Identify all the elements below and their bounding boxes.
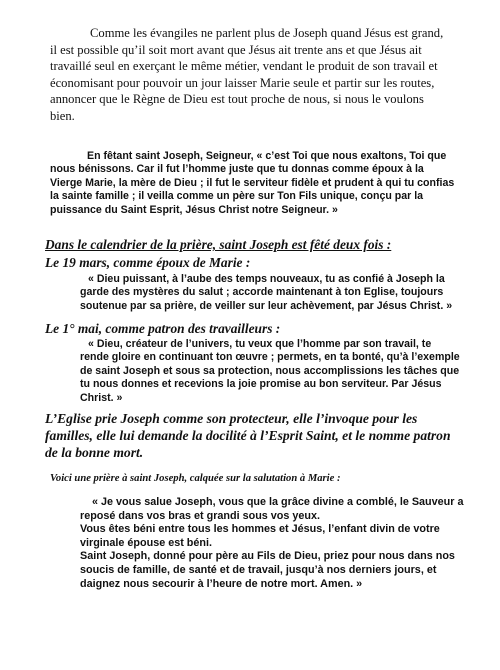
feast-march-prayer: « Dieu puissant, à l’aube des temps nouveaux, tu as confié à Joseph la garde des mystères du salut ; accorde maintenant à ton Eglise, toujours soutenue par sa prière, de veiller sur leur achèvement, par Jésus Christ. »: [80, 273, 453, 312]
intro-paragraph: Comme les évangiles ne parlent plus de Joseph quand Jésus est grand, il est possible qu’il soit mort avant que Jésus ait trente ans et que Jésus ait travaillé seul en exerçant le même métier, vendant le produit de son travail et économisant pour pouvoir un jour laisser Marie seule et partir sur les routes, annoncer que le Règne de Dieu est tout proche de nous, si nous le voulons bien.: [50, 26, 444, 123]
feast-march-title: Le 19 mars, comme époux de Marie :: [45, 255, 251, 270]
feast-may-prayer: « Dieu, créateur de l’univers, tu veux que l’homme par son travail, te rende gloire en continuant ton œuvre ; permets, en ta bonté, qu’à l’exemple de saint Joseph et sous sa protection, nous accomplissions les tâches que tu nous donnes et recevions la joie promise au bon serviteur. Par Jésus Christ. »: [80, 338, 460, 404]
prayer-intro-paragraph: En fêtant saint Joseph, Seigneur, « c’est Toi que nous exaltons, Toi que nous bénissons. Car il fut l’homme juste que tu donnas comme époux à la Vierge Marie, la mère de Dieu ; il fut le serviteur fidèle et prudent à qui tu confias la sainte famille ; il veilla comme un père sur Ton Fils unique, conçu par la puissance du Saint Esprit, Jésus Christ notre Seigneur. »: [50, 150, 455, 216]
final-prayer-line-2: Vous êtes béni entre tous les hommes et Jésus, l’enfant divin de votre virginale épouse est béni.: [80, 523, 440, 549]
feast-may-title: Le 1° mai, comme patron des travailleurs :: [45, 321, 281, 336]
final-prayer-line-1: « Je vous salue Joseph, vous que la grâce divine a comblé, le Sauveur a reposé dans vos bras et grandi sous vos yeux.: [80, 496, 464, 522]
church-paragraph: L’Eglise prie Joseph comme son protecteur, elle l’invoque pour les familles, elle lui demande la docilité à l’Esprit Saint, et le nomme patron de la bonne mort.: [45, 411, 451, 460]
salutation-intro: Voici une prière à saint Joseph, calquée sur la salutation à Marie :: [50, 473, 341, 484]
final-prayer: [80, 496, 465, 591]
final-prayer-line-3: Saint Joseph, donné pour père au Fils de Dieu, priez pour nous dans nos soucis de famille, de santé et de travail, jusqu’à nos derniers jours, et daignez nous secourir à l’heure de notre mort. Amen. »: [80, 550, 455, 590]
calendar-heading: Dans le calendrier de la prière, saint Joseph est fêté deux fois :: [45, 237, 392, 252]
